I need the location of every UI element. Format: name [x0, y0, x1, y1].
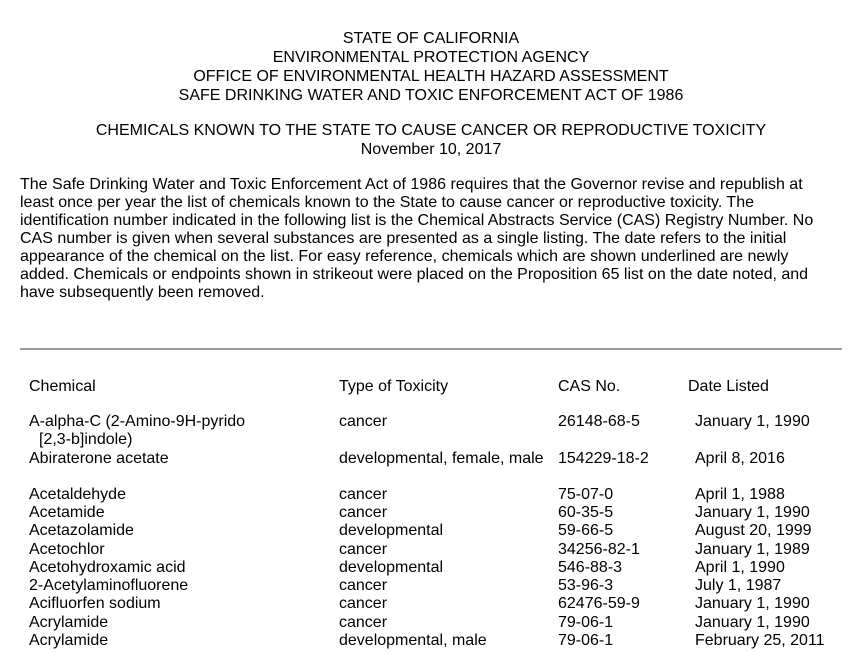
- date-listed: April 8, 2016: [695, 450, 785, 467]
- toxicity-type: developmental, female, male: [339, 450, 544, 467]
- toxicity-type: developmental: [339, 522, 444, 539]
- chemical-name: Abiraterone acetate: [29, 450, 169, 467]
- toxicity-type: cancer: [339, 577, 388, 594]
- toxicity-type: developmental, male: [339, 632, 487, 649]
- chemical-name: A-alpha-C (2-Amino-9H-pyrido: [29, 413, 246, 430]
- toxicity-type: cancer: [339, 413, 388, 430]
- chemical-name-cell: [29, 413, 329, 449]
- date-listed: April 1, 1990: [695, 559, 785, 576]
- date-listed: January 1, 1990: [695, 413, 810, 430]
- cas-number: 62476-59-9: [558, 595, 640, 612]
- header-line-agency: ENVIRONMENTAL PROTECTION AGENCY: [272, 49, 590, 66]
- chemical-name: Acetamide: [29, 504, 105, 521]
- cas-number: 79-06-1: [558, 632, 614, 649]
- toxicity-type: cancer: [339, 504, 388, 521]
- toxicity-type: cancer: [339, 541, 388, 558]
- toxicity-type: developmental: [339, 559, 444, 576]
- cas-number: 34256-82-1: [558, 541, 640, 558]
- cas-number: 79-06-1: [558, 614, 614, 631]
- date-listed: April 1, 1988: [695, 486, 785, 503]
- date-listed: January 1, 1989: [695, 541, 810, 558]
- chemical-name: Acifluorfen sodium: [29, 595, 161, 612]
- list-title: CHEMICALS KNOWN TO THE STATE TO CAUSE CANCER OR REPRODUCTIVE TOXICITY: [95, 122, 767, 139]
- cas-number: 59-66-5: [558, 522, 614, 539]
- chemical-name: 2-Acetylaminofluorene: [29, 577, 189, 594]
- toxicity-type: cancer: [339, 595, 388, 612]
- cas-number: 154229-18-2: [558, 450, 649, 467]
- header-line-state: STATE OF CALIFORNIA: [342, 30, 520, 47]
- chemical-name: Acrylamide: [29, 614, 109, 631]
- date-listed: January 1, 1990: [695, 595, 810, 612]
- column-header-type: Type of Toxicity: [339, 378, 449, 395]
- cas-number: 53-96-3: [558, 577, 614, 594]
- cas-number: 546-88-3: [558, 559, 623, 576]
- date-listed: January 1, 1990: [695, 614, 810, 631]
- chemical-name: Acetazolamide: [29, 522, 134, 539]
- cas-number: 75-07-0: [558, 486, 614, 503]
- chemical-name: Acrylamide: [29, 632, 109, 649]
- column-header-chemical: Chemical: [29, 378, 96, 395]
- date-listed: January 1, 1990: [695, 504, 810, 521]
- date-listed: February 25, 2011: [695, 632, 825, 649]
- chemical-name-continuation: [2,3-b]indole): [39, 431, 133, 448]
- date-listed: July 1, 1987: [695, 577, 782, 594]
- column-header-date: Date Listed: [688, 378, 769, 395]
- chemical-name: Acetochlor: [29, 541, 105, 558]
- toxicity-type: cancer: [339, 614, 388, 631]
- header-line-office: OFFICE OF ENVIRONMENTAL HEALTH HAZARD ASSESSMENT: [193, 68, 669, 85]
- cas-number: 60-35-5: [558, 504, 614, 521]
- chemical-name: Acetaldehyde: [29, 486, 126, 503]
- column-header-cas: CAS No.: [558, 378, 621, 395]
- list-date: November 10, 2017: [360, 141, 502, 158]
- cas-number: 26148-68-5: [558, 413, 640, 430]
- intro-paragraph: The Safe Drinking Water and Toxic Enforcement Act of 1986 requires that the Governor revise and republish at least once per year the list of chemicals known to the State to cause cancer or reproductive toxicity. The identification number indicated in the following list is the Chemical Abstracts Service (CAS) Registry Number. No CAS number is given when several substances are presented as a single listing. The date refers to the initial appearance of the chemical on the list. For easy reference, chemicals which are shown underlined are newly added. Chemicals or endpoints shown in strikeout were placed on the Proposition 65 list on the date noted, and have subsequently been removed.: [20, 176, 814, 301]
- chemical-name: Acetohydroxamic acid: [29, 559, 186, 576]
- date-listed: August 20, 1999: [695, 522, 812, 539]
- header-line-act: SAFE DRINKING WATER AND TOXIC ENFORCEMENT ACT OF 1986: [178, 87, 684, 104]
- toxicity-type: cancer: [339, 486, 388, 503]
